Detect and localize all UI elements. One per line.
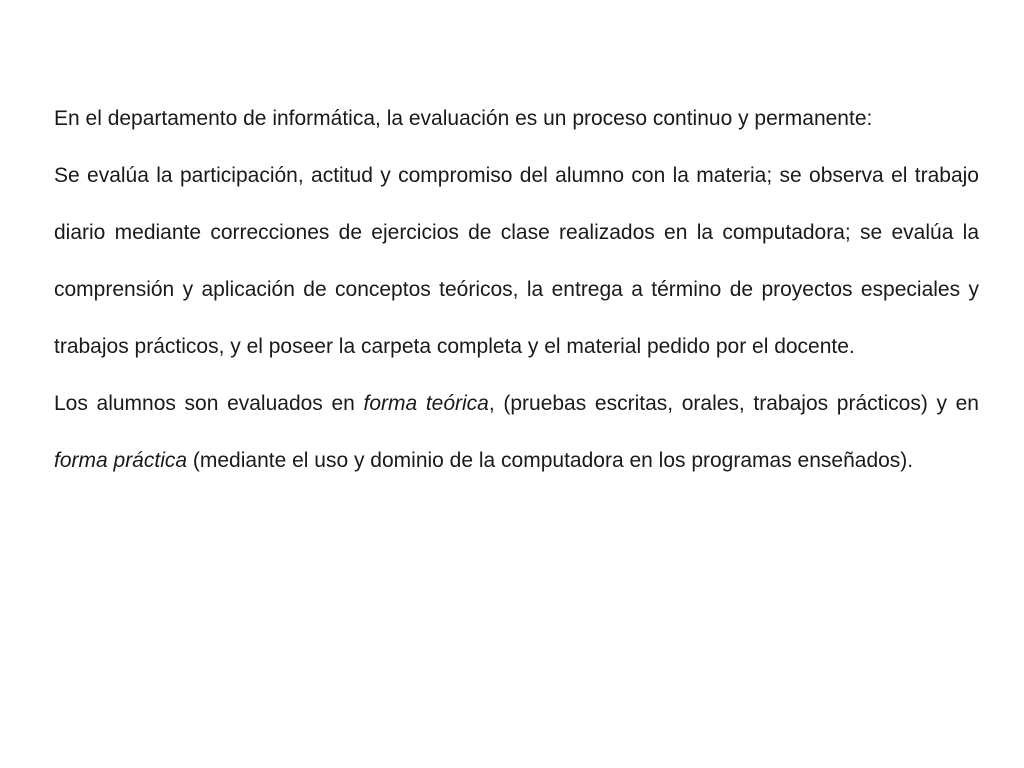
forma-teorica-emphasis: forma teórica [363, 392, 489, 415]
paragraph-evaluation-criteria-text: Se evalúa la participación, actitud y compromiso del alumno con la materia; se observa el trabajo diario mediante correcciones de ejercicios de clase realizados en la computadora; se evalúa la comprensión y aplicación de conceptos teóricos, la entrega a término de proyectos especiales y trabajos prácticos, y el poseer la carpeta completa y el material pedido por el docente. [54, 164, 979, 358]
evaluation-forms-text-1: Los alumnos son evaluados en [54, 392, 364, 415]
paragraph-intro [54, 90, 979, 147]
paragraph-evaluation-criteria [54, 147, 979, 375]
paragraph-evaluation-forms [54, 375, 979, 489]
forma-practica-emphasis: forma práctica [54, 449, 188, 472]
paragraph-intro-text: En el departamento de informática, la evaluación es un proceso continuo y permanente: [54, 107, 873, 130]
slide-text-body [54, 90, 979, 489]
evaluation-forms-text-3: (mediante el uso y dominio de la computadora en los programas enseñados). [187, 449, 914, 472]
evaluation-forms-text-2: , (pruebas escritas, orales, trabajos prácticos) y en [488, 392, 979, 415]
